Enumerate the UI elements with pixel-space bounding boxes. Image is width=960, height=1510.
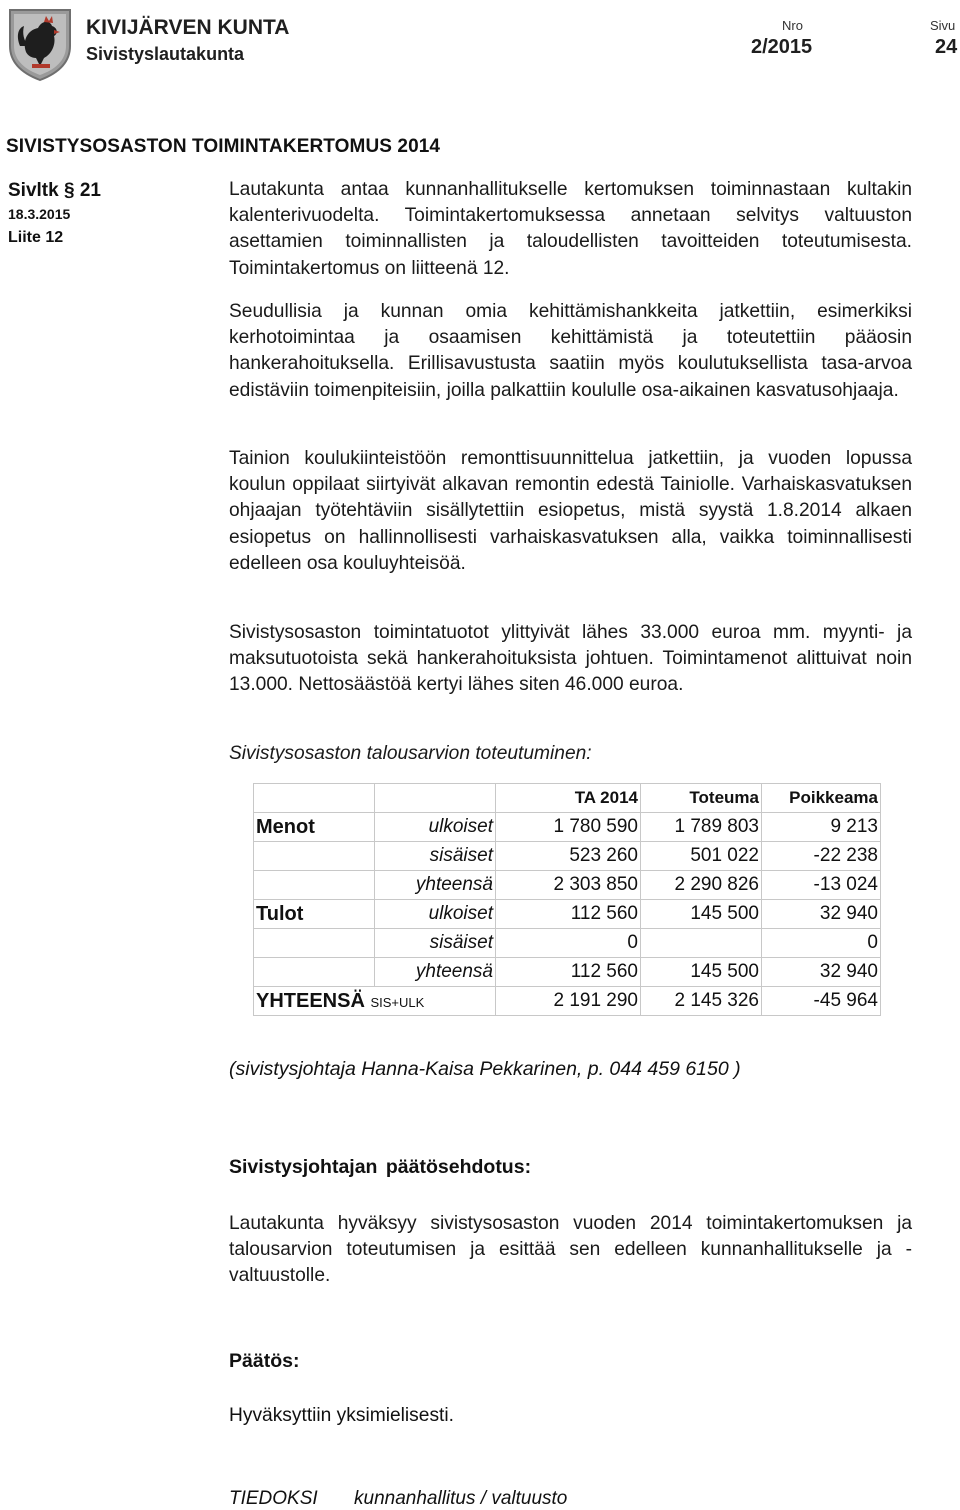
group-label <box>254 842 375 871</box>
proposal-heading: Sivistysjohtajan päätösehdotus: <box>229 1156 532 1178</box>
total-sub-label: SIS+ULK <box>370 994 425 1010</box>
page-label: Sivu <box>930 18 956 33</box>
tiedoksi-recipients: kunnanhallitus / valtuusto <box>354 1488 568 1509</box>
header-cell: Toteuma <box>641 784 762 813</box>
value-cell: 2 145 326 <box>641 987 762 1016</box>
row-label: sisäiset <box>375 842 496 871</box>
group-label: Tulot <box>254 900 375 929</box>
section-number: Sivltk § 21 <box>8 180 101 201</box>
value-cell: 145 500 <box>641 900 762 929</box>
value-cell: 2 290 826 <box>641 871 762 900</box>
row-label: ulkoiset <box>375 813 496 842</box>
nro-label: Nro <box>782 18 803 33</box>
paragraph-projects: Seudullisia ja kunnan omia kehittämishankkeita jatkettiin, esimerkiksi kerhotoimintaa ja osaamisen kehittämistä ja toteutettiin pääosin hankerahoituksella. Erillisavustusta saatiin myös koulutuksellista tasa-arvoa edistäviin toimenpiteisiin, joilla palkattiin koululle osa-aikainen kasvatusohjaaja. <box>229 301 912 401</box>
value-cell: 112 560 <box>496 958 641 987</box>
coat-of-arms-icon <box>6 6 74 82</box>
decision-heading: Päätös: <box>229 1350 300 1372</box>
nro-value: 2/2015 <box>751 36 813 58</box>
group-label <box>254 958 375 987</box>
paragraph-finance: Sivistysosaston toimintatuotot ylittyivät lähes 33.000 euroa mm. myynti- ja maksutuotoista sekä hankerahoituksista johtuen. Toimintamenot alittuivat noin 13.000. Nettosäästöä kertyi lähes siten 46.000 euroa. <box>229 622 912 696</box>
value-cell <box>641 929 762 958</box>
value-cell: 32 940 <box>762 958 881 987</box>
document-title: SIVISTYSOSASTON TOIMINTAKERTOMUS 2014 <box>6 136 441 157</box>
header-cell: Poikkeama <box>762 784 881 813</box>
header-cell <box>254 784 375 813</box>
header-cell: TA 2014 <box>496 784 641 813</box>
value-cell: -22 238 <box>762 842 881 871</box>
attachment-ref: Liite 12 <box>8 229 64 246</box>
value-cell: 501 022 <box>641 842 762 871</box>
value-cell: 0 <box>496 929 641 958</box>
row-label: sisäiset <box>375 929 496 958</box>
value-cell: 2 191 290 <box>496 987 641 1016</box>
table-row <box>254 929 881 958</box>
value-cell: 2 303 850 <box>496 871 641 900</box>
group-label <box>254 929 375 958</box>
header-cell <box>375 784 496 813</box>
table-total-row <box>254 987 881 1016</box>
value-cell: 145 500 <box>641 958 762 987</box>
table-title: Sivistysosaston talousarvion toteutuminen: <box>229 743 592 764</box>
value-cell: -13 024 <box>762 871 881 900</box>
value-cell: 0 <box>762 929 881 958</box>
value-cell: 1 789 803 <box>641 813 762 842</box>
table-row <box>254 842 881 871</box>
group-label <box>254 871 375 900</box>
value-cell: 112 560 <box>496 900 641 929</box>
organization-name: KIVIJÄRVEN KUNTA <box>86 16 290 39</box>
value-cell: 1 780 590 <box>496 813 641 842</box>
value-cell: 9 213 <box>762 813 881 842</box>
group-label: Menot <box>254 813 375 842</box>
value-cell: 523 260 <box>496 842 641 871</box>
value-cell: 32 940 <box>762 900 881 929</box>
row-label: yhteensä <box>375 871 496 900</box>
table-row <box>254 871 881 900</box>
proposal-text: Lautakunta hyväksyy sivistysosaston vuoden 2014 toimintakertomuksen ja talousarvion toteutumisen ja esittää sen edelleen kunnanhallitukselle ja -valtuustolle. <box>229 1213 912 1287</box>
page-number: 24 <box>935 36 958 58</box>
table-header-row <box>254 784 881 813</box>
table-row <box>254 958 881 987</box>
total-label: YHTEENSÄ <box>256 989 365 1012</box>
value-cell: -45 964 <box>762 987 881 1016</box>
row-label: yhteensä <box>375 958 496 987</box>
total-label-cell <box>254 987 496 1016</box>
budget-table <box>253 783 881 1016</box>
tiedoksi-label: TIEDOKSI <box>229 1488 318 1509</box>
meeting-date: 18.3.2015 <box>8 206 71 222</box>
decision-text: Hyväksyttiin yksimielisesti. <box>229 1405 454 1426</box>
table-row <box>254 900 881 929</box>
paragraph-intro: Lautakunta antaa kunnanhallitukselle kertomuksen toiminnastaan kultakin kalenterivuodelta. Toimintakertomuksessa annetaan selvitys valtuuston asettamien toiminnallisten ja taloudellisten tavoitteiden toteutumisesta. Toimintakertomus on liitteenä 12. <box>229 179 912 279</box>
paragraph-renovation: Tainion koulukiinteistöön remonttisuunnittelua jatkettiin, ja vuoden lopussa koulun oppilaat siirtyivät alkavan remontin edestä Tainiolle. Varhaiskasvatuksen ohjaajan työtehtäviin sisällytettiin esiopetus, mistä syystä 1.8.2014 alkaen esiopetus on hallinnollisesti varhaiskasvatuksen alla, vaikka toiminnallisesti edelleen osa kouluyhteisöä. <box>229 448 912 574</box>
contact-info: (sivistysjohtaja Hanna-Kaisa Pekkarinen, p. 044 459 6150 ) <box>229 1058 741 1080</box>
row-label: ulkoiset <box>375 900 496 929</box>
department-name: Sivistyslautakunta <box>86 44 245 64</box>
table-row <box>254 813 881 842</box>
